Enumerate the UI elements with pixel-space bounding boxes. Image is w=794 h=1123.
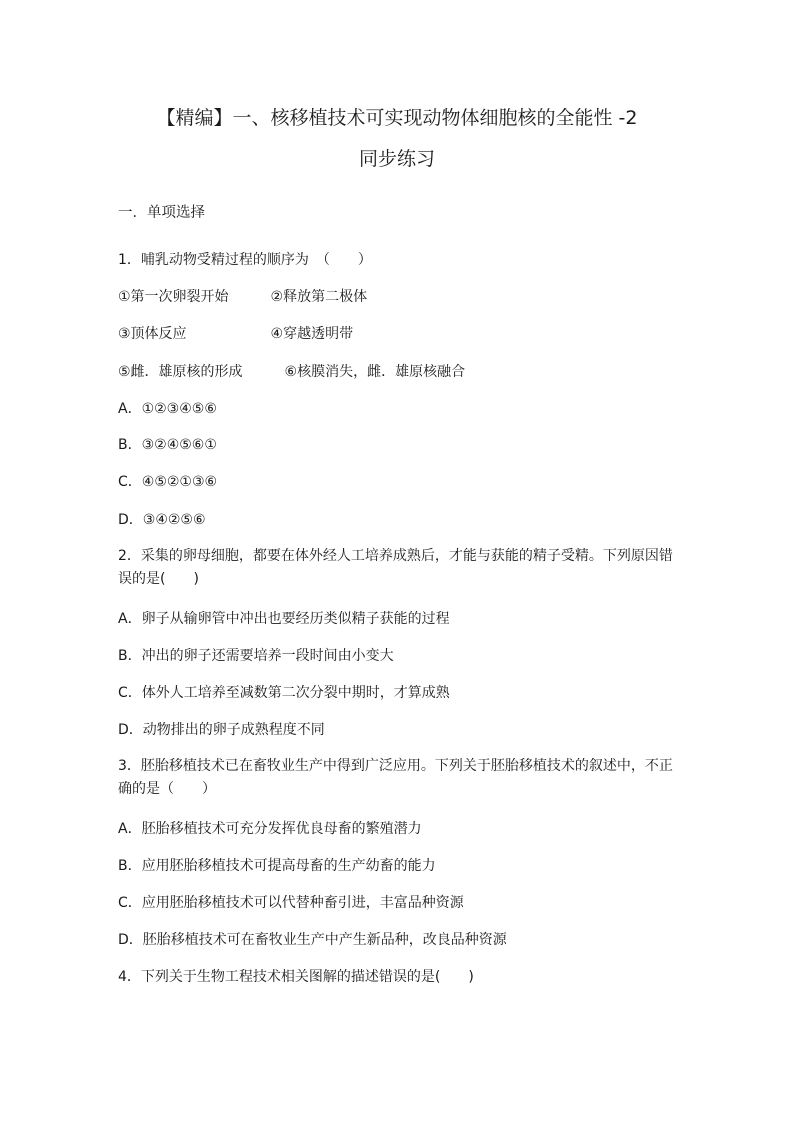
question-3-option-a: A．胚胎移植技术可充分发挥优良母畜的繁殖潜力 (118, 821, 422, 837)
question-2-option-c: C．体外人工培养至减数第二次分裂中期时，才算成熟 (118, 685, 450, 701)
question-3-stem: 3．胚胎移植技术已在畜牧业生产中得到广泛应用。下列关于胚胎移植技术的叙述中，不正确的是（ ） (118, 758, 673, 797)
question-1-option-a: A．①②③④⑤⑥ (118, 401, 217, 417)
question-2-stem: 2．采集的卵母细胞，都要在体外经人工培养成熟后，才能与获能的精子受精。下列原因错误的是( ) (118, 548, 673, 587)
question-1-item: ③顶体反应 ④穿越透明带 (118, 326, 354, 342)
document-title-line-1: 【精编】一、核移植技术可实现动物体细胞核的全能性 -2 (156, 107, 638, 129)
question-1-option-d: D．③④②⑤⑥ (118, 512, 206, 528)
question-1-option-b: B．③②④⑤⑥① (118, 437, 217, 453)
section-heading: 一．单项选择 (118, 205, 205, 221)
question-1-option-c: C．④⑤②①③⑥ (118, 474, 218, 490)
document-title-line-2: 同步练习 (358, 148, 435, 170)
question-3-option-d: D．胚胎移植技术可在畜牧业生产中产生新品种，改良品种资源 (118, 932, 507, 948)
question-3-option-b: B．应用胚胎移植技术可提高母畜的生产幼畜的能力 (118, 858, 436, 874)
question-3-option-c: C．应用胚胎移植技术可以代替种畜引进，丰富品种资源 (118, 895, 464, 911)
question-1-stem: 1．哺乳动物受精过程的顺序为 （ ） (118, 252, 372, 268)
question-2-option-d: D．动物排出的卵子成熟程度不同 (118, 722, 325, 738)
question-4-stem: 4．下列关于生物工程技术相关图解的描述错误的是( ) (118, 969, 474, 985)
question-2-option-b: B．冲出的卵子还需要培养一段时间由小变大 (118, 648, 394, 664)
question-1-item: ⑤雌．雄原核的形成 ⑥核膜消失，雌．雄原核融合 (118, 364, 466, 380)
question-2-option-a: A．卵子从输卵管中冲出也要经历类似精子获能的过程 (118, 611, 450, 627)
question-1-item: ①第一次卵裂开始 ②释放第二极体 (118, 289, 368, 305)
